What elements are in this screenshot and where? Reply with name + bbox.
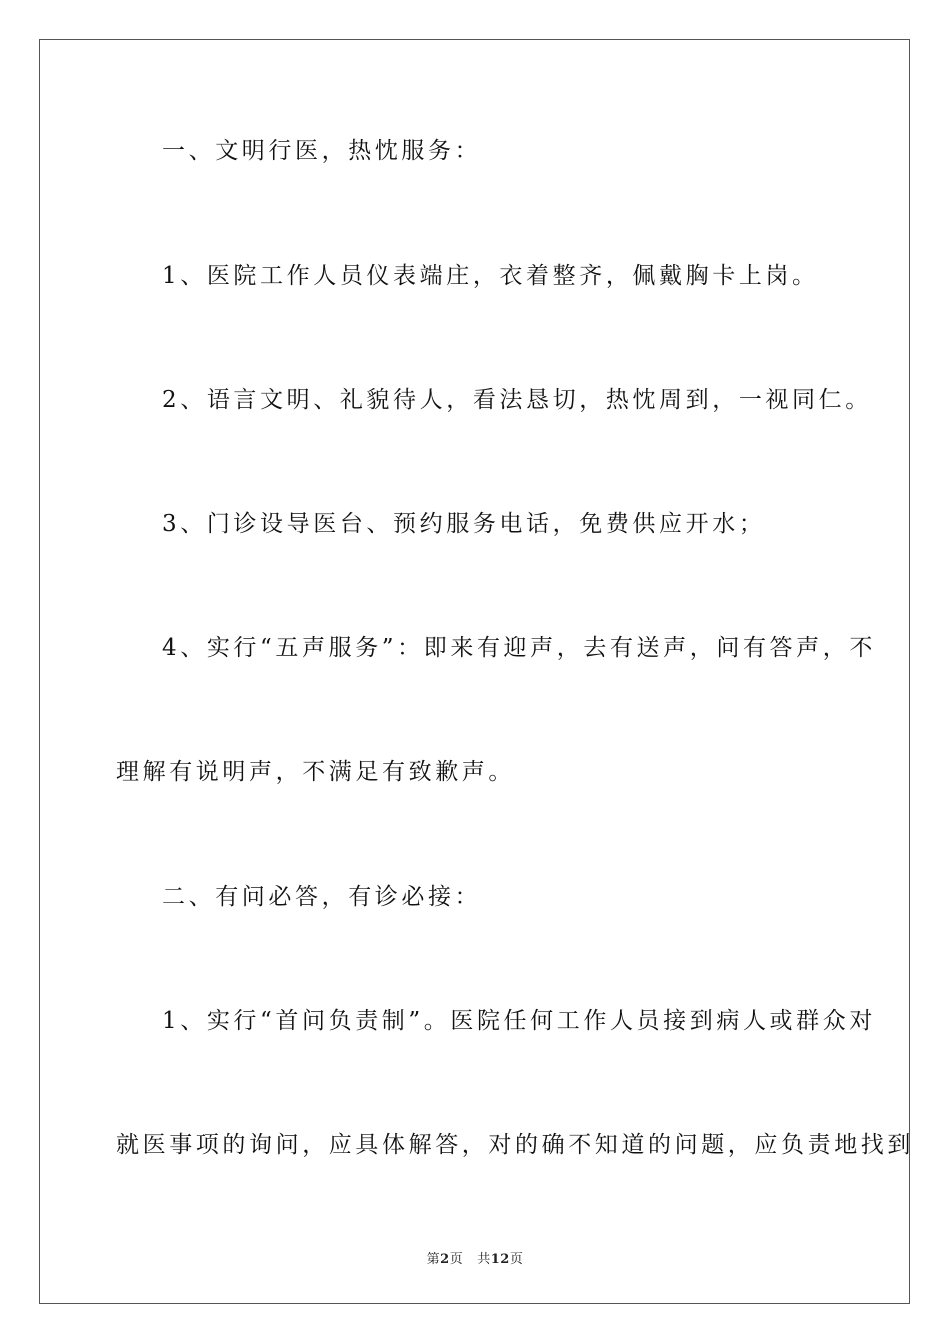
paragraph-line: 1、医院工作人员仪表端庄，衣着整齐，佩戴胸卡上岗。: [162, 263, 819, 289]
total-pages: 12: [490, 1252, 510, 1267]
page-suffix: 页: [449, 1252, 464, 1267]
total-suffix: 页: [509, 1252, 524, 1267]
paragraph-line: 2、语言文明、礼貌待人，看法恳切，热忱周到，一视同仁。: [162, 387, 872, 413]
page-frame: [39, 39, 910, 1304]
paragraph-line: 1、实行“首问负责制”。医院任何工作人员接到病人或群众对: [162, 1008, 876, 1034]
section-heading-1: 一、文明行医，热忱服务：: [162, 138, 482, 164]
paragraph-line-continued: 就医事项的询问，应具体解答，对的确不知道的问题，应负责地找到: [116, 1132, 914, 1158]
page-prefix: 第: [426, 1252, 441, 1267]
paragraph-line: 3、门诊设导医台、预约服务电话，免费供应开水；: [162, 511, 766, 537]
paragraph-line: 4、实行“五声服务”：即来有迎声，去有送声，问有答声，不: [162, 635, 876, 661]
section-heading-2: 二、有问必答，有诊必接：: [162, 884, 482, 910]
page-footer: [0, 1248, 950, 1267]
page-number: 2: [440, 1252, 450, 1267]
total-prefix: 共: [477, 1252, 491, 1267]
paragraph-line-continued: 理解有说明声，不满足有致歉声。: [116, 759, 515, 785]
